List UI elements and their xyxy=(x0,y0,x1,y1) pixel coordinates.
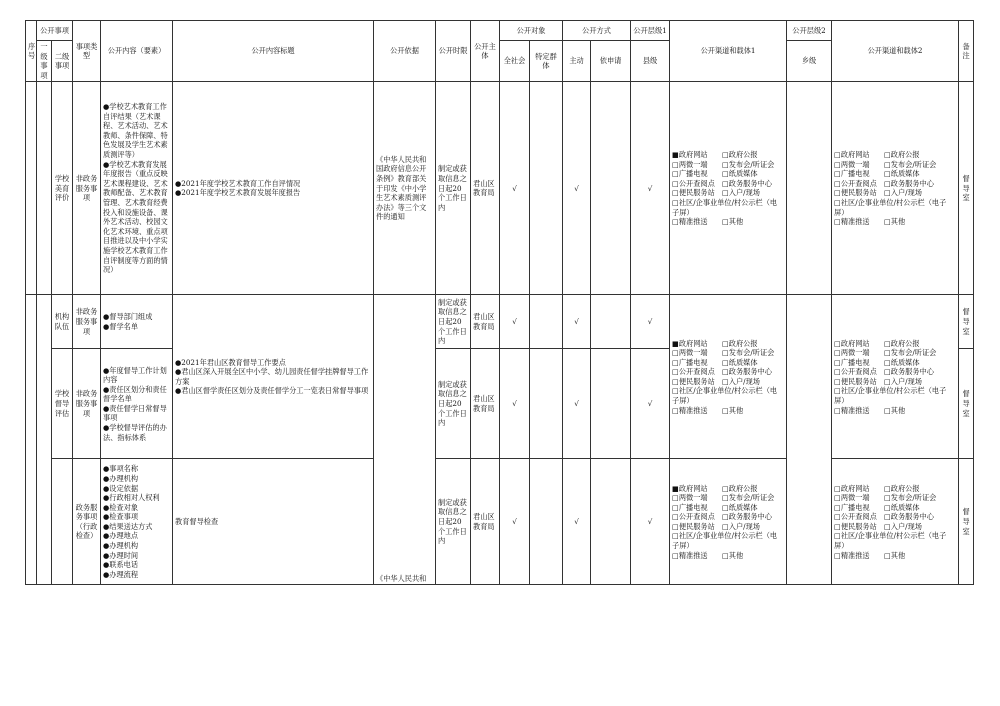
channel-option: □纸质媒体 xyxy=(721,169,758,179)
channel-option: □社区/企事业单位/村公示栏（电子屏） xyxy=(672,197,778,217)
channel-option: □广播电视 xyxy=(672,502,708,512)
header-basis: 公开依据 xyxy=(374,21,436,82)
subject-cell: 君山区教育局 xyxy=(471,349,500,459)
channel-option: □入户/现场 xyxy=(883,521,922,531)
check-all: √ xyxy=(500,349,530,459)
channel-option: □其他 xyxy=(883,550,906,560)
subject-cell: 君山区教育局 xyxy=(471,82,500,295)
title-cell xyxy=(173,295,374,459)
channel-option: □两微一端 xyxy=(834,159,870,169)
content-line: ●事项名称 xyxy=(103,464,139,474)
channel-option: □便民服务站 xyxy=(672,376,715,386)
channel-option: □纸质媒体 xyxy=(883,169,920,179)
content-line: ●督导部门组成 xyxy=(103,312,153,322)
seq-cell xyxy=(26,295,37,585)
check-active: √ xyxy=(563,295,591,349)
check-all: √ xyxy=(500,295,530,349)
channel-option: □便民服务站 xyxy=(672,521,715,531)
channel-option: □政府公报 xyxy=(721,483,758,493)
channel-option: □精准推送 xyxy=(672,405,708,415)
channel-option: □政务服务中心 xyxy=(721,367,772,377)
channel-option: □政府公报 xyxy=(721,338,758,348)
channel-option: □广播电视 xyxy=(834,169,870,179)
channel-option: □其他 xyxy=(883,405,906,415)
channel-option: □其他 xyxy=(883,217,906,227)
title-cell: 教育督导检查 xyxy=(173,459,374,585)
channel-option: □广播电视 xyxy=(672,357,708,367)
channel-option: □两微一端 xyxy=(672,159,708,169)
check-all: √ xyxy=(500,82,530,295)
header-remark: 备注 xyxy=(959,21,974,82)
channel-option: □政务服务中心 xyxy=(883,178,934,188)
channel-option: □两微一端 xyxy=(672,348,708,358)
check-request xyxy=(591,459,631,585)
channel-option: □政府网站 xyxy=(834,150,870,159)
header-level2: 公开层级2 xyxy=(787,21,832,41)
channel-option: □便民服务站 xyxy=(672,188,715,198)
content-line: ●联系电话 xyxy=(103,560,139,570)
channel-option: ■政府网站 xyxy=(672,150,708,159)
channel-option: □政务服务中心 xyxy=(721,178,772,188)
header-period: 公开时限 xyxy=(436,21,471,82)
period-cell: 制定或获取信息之日起20个工作日内 xyxy=(436,295,471,349)
check-county: √ xyxy=(631,295,670,349)
table-row xyxy=(26,82,974,295)
check-request xyxy=(591,349,631,459)
channel-option: □便民服务站 xyxy=(834,188,877,198)
channel-option: ■政府网站 xyxy=(672,483,708,493)
basis-cell: 《中华人民共和国政府信息公开条例》教育部关于印发《中小学生艺术素质测评办法》等三个文件的通知 xyxy=(374,82,436,295)
header-row-1 xyxy=(26,21,974,41)
check-specific xyxy=(530,459,563,585)
channel-option: □广播电视 xyxy=(672,169,708,179)
header-target-specific: 特定群体 xyxy=(530,41,563,82)
content-line: ●办理机构 xyxy=(103,473,139,483)
channel-option: □社区/企事业单位/村公示栏（电子屏） xyxy=(672,531,778,551)
period-cell: 制定或获取信息之日起20个工作日内 xyxy=(436,349,471,459)
type-cell: 非政务服务事项 xyxy=(73,82,101,295)
channel-option: ■政府网站 xyxy=(672,338,708,348)
channel-option: □两微一端 xyxy=(672,493,708,503)
title-line: ●君山区督学责任区划分及责任督学分工一览表日常督导事项 xyxy=(175,386,369,396)
channel2-cell xyxy=(832,82,959,295)
title-line: ●2021年度学校艺术教育工作自评情况 xyxy=(175,178,301,188)
channel-option: □纸质媒体 xyxy=(883,502,920,512)
channel-option: □入户/现场 xyxy=(721,188,760,198)
basis-cell: 《中华人民共和 xyxy=(374,295,436,585)
channel-option: □发布会/听证会 xyxy=(721,493,775,503)
channel-option: □入户/现场 xyxy=(721,376,760,386)
channel1-cell xyxy=(670,295,787,459)
disclosure-table xyxy=(25,20,974,585)
channel-option: □政府网站 xyxy=(834,338,870,348)
header-target: 公开对象 xyxy=(500,21,563,41)
channel-option: □发布会/听证会 xyxy=(883,348,937,358)
check-specific xyxy=(530,349,563,459)
title-line: ●君山区深入开展全区中小学、幼儿园责任督学挂牌督导工作方案 xyxy=(175,367,369,386)
channel-option: □政务服务中心 xyxy=(883,512,934,522)
remark-cell: 督导室 xyxy=(959,295,974,349)
header-content-title: 公开内容标题 xyxy=(173,21,374,82)
l2-cell: 学校督导评估 xyxy=(52,349,73,459)
type-cell: 非政务服务事项 xyxy=(73,349,101,459)
check-active: √ xyxy=(563,82,591,295)
channel1-cell xyxy=(670,82,787,295)
header-subject: 公开主体 xyxy=(471,21,500,82)
channel-option: □入户/现场 xyxy=(721,521,760,531)
channel-option: □公开查阅点 xyxy=(672,512,715,522)
channel-option: □发布会/听证会 xyxy=(721,159,775,169)
content-line: ●办理地点 xyxy=(103,531,139,541)
check-all: √ xyxy=(500,459,530,585)
channel2-cell xyxy=(832,295,959,459)
channel-option: □政务服务中心 xyxy=(721,512,772,522)
l2-cell: 学校美育评价 xyxy=(52,82,73,295)
content-line: ●学校督导评估的办法、指标体系 xyxy=(103,423,167,442)
channel-option: □两微一端 xyxy=(834,348,870,358)
content-line: ●办理流程 xyxy=(103,569,139,579)
subject-cell: 君山区教育局 xyxy=(471,295,500,349)
channel-option: □便民服务站 xyxy=(834,521,877,531)
header-content: 公开内容（要素） xyxy=(101,21,173,82)
content-line: ●设定依据 xyxy=(103,483,139,493)
type-cell: 非政务服务事项 xyxy=(73,295,101,349)
header-method: 公开方式 xyxy=(563,21,631,41)
content-line: ●责任区划分和责任督学名单 xyxy=(103,384,167,404)
table-row xyxy=(26,459,974,585)
table-row xyxy=(26,295,974,349)
content-cell xyxy=(101,295,173,349)
channel-option: □政府公报 xyxy=(883,150,920,159)
channel-option: □精准推送 xyxy=(834,217,870,227)
content-line: ●年度督导工作计划内容 xyxy=(103,365,167,385)
remark-cell: 督导室 xyxy=(959,459,974,585)
type-cell: 政务服务事项（行政检查） xyxy=(73,459,101,585)
header-item: 公开事项 xyxy=(37,21,73,41)
check-request xyxy=(591,295,631,349)
period-cell: 制定或获取信息之日起20个工作日内 xyxy=(436,82,471,295)
content-cell xyxy=(101,349,173,459)
subject-cell: 君山区教育局 xyxy=(471,459,500,585)
channel-option: □其他 xyxy=(721,405,744,415)
content-line: ●学校艺术教育工作自评结果（艺术课程、艺术活动、艺术教师、条件保障、特色发展及学生艺术素质测评等） xyxy=(103,102,168,159)
check-request xyxy=(591,82,631,295)
channel-option: □便民服务站 xyxy=(834,376,877,386)
content-cell xyxy=(101,82,173,295)
channel-option: □精准推送 xyxy=(672,550,708,560)
check-active: √ xyxy=(563,459,591,585)
channel-option: □公开查阅点 xyxy=(834,367,877,377)
channel-option: □广播电视 xyxy=(834,502,870,512)
channel-option: □公开查阅点 xyxy=(672,178,715,188)
level2-cell xyxy=(787,295,832,585)
channel-option: □其他 xyxy=(721,217,744,227)
header-item-type: 事项类型 xyxy=(73,21,101,82)
channel-option: □发布会/听证会 xyxy=(883,493,937,503)
channel-option: □精准推送 xyxy=(672,217,708,227)
remark-cell: 督导室 xyxy=(959,349,974,459)
channel-option: □两微一端 xyxy=(834,493,870,503)
title-line: ●2021年君山区教育督导工作要点 xyxy=(175,357,286,367)
content-line: ●办理机构 xyxy=(103,541,139,551)
title-line: ●2021年度学校艺术教育发展年度报告 xyxy=(175,188,301,198)
title-cell xyxy=(173,82,374,295)
header-channel2: 公开渠道和载体2 xyxy=(832,21,959,82)
channel-option: □社区/企事业单位/村公示栏（电子屏） xyxy=(834,531,947,551)
channel-option: □发布会/听证会 xyxy=(721,348,775,358)
l2-cell: 机构队伍 xyxy=(52,295,73,349)
content-line: ●结果送达方式 xyxy=(103,521,153,531)
content-line: ●办理时间 xyxy=(103,550,139,560)
seq-cell xyxy=(26,82,37,295)
check-county: √ xyxy=(631,349,670,459)
l1-spacer-cell xyxy=(37,295,52,585)
channel-option: □政府公报 xyxy=(883,483,920,493)
channel-option: □政务服务中心 xyxy=(883,367,934,377)
channel-option: □精准推送 xyxy=(834,550,870,560)
channel-option: □公开查阅点 xyxy=(834,178,877,188)
header-channel1: 公开渠道和载体1 xyxy=(670,21,787,82)
channel-option: □社区/企事业单位/村公示栏（电子屏） xyxy=(672,386,778,406)
check-specific xyxy=(530,295,563,349)
header-level1: 公开层级1 xyxy=(631,21,670,41)
channel-option: □发布会/听证会 xyxy=(883,159,937,169)
channel-option: □纸质媒体 xyxy=(721,502,758,512)
channel-option: □纸质媒体 xyxy=(883,357,920,367)
check-county: √ xyxy=(631,459,670,585)
check-active: √ xyxy=(563,349,591,459)
channel-option: □社区/企事业单位/村公示栏（电子屏） xyxy=(834,197,947,217)
level2-cell xyxy=(787,82,832,295)
content-line: ●检查事项 xyxy=(103,512,139,522)
header-item-l2: 二级事项 xyxy=(52,41,73,82)
check-specific xyxy=(530,82,563,295)
channel-option: □政府公报 xyxy=(883,338,920,348)
channel-option: □政府网站 xyxy=(834,483,870,493)
channel-option: □公开查阅点 xyxy=(834,512,877,522)
channel-option: □政府公报 xyxy=(721,150,758,159)
channel-option: □精准推送 xyxy=(834,405,870,415)
header-method-active: 主动 xyxy=(563,41,591,82)
content-line: ●责任督学日常督导事项 xyxy=(103,403,167,423)
channel-option: □社区/企事业单位/村公示栏（电子屏） xyxy=(834,386,947,406)
content-line: ●督学名单 xyxy=(103,321,139,331)
channel2-cell xyxy=(832,459,959,585)
content-cell xyxy=(101,459,173,585)
remark-cell: 督导室 xyxy=(959,82,974,295)
content-line: ●行政相对人权利 xyxy=(103,493,160,503)
channel-option: □公开查阅点 xyxy=(672,367,715,377)
period-cell: 制定或获取信息之日起20个工作日内 xyxy=(436,459,471,585)
l2-cell xyxy=(52,459,73,585)
header-seq: 序号 xyxy=(26,21,37,82)
channel-option: □广播电视 xyxy=(834,357,870,367)
header-level1-county: 县级 xyxy=(631,41,670,82)
check-county: √ xyxy=(631,82,670,295)
header-level2-township: 乡级 xyxy=(787,41,832,82)
channel1-cell xyxy=(670,459,787,585)
header-item-l1: 一级事项 xyxy=(37,41,52,82)
channel-option: □入户/现场 xyxy=(883,188,922,198)
header-target-all: 全社会 xyxy=(500,41,530,82)
channel-option: □入户/现场 xyxy=(883,376,922,386)
header-method-request: 依申请 xyxy=(591,41,631,82)
l1-cell xyxy=(37,82,52,295)
content-line: ●学校艺术教育发展年度报告（重点反映艺术课程建设、艺术教师配备、艺术教育管理、艺术教育经费投入和设施设备、课外艺术活动、校园文化艺术环境、重点项目推进以及中小学实施学校艺术教育工作自评制度等方面的情况） xyxy=(103,159,168,275)
content-line: ●检查对象 xyxy=(103,502,139,512)
channel-option: □其他 xyxy=(721,550,744,560)
channel-option: □纸质媒体 xyxy=(721,357,758,367)
